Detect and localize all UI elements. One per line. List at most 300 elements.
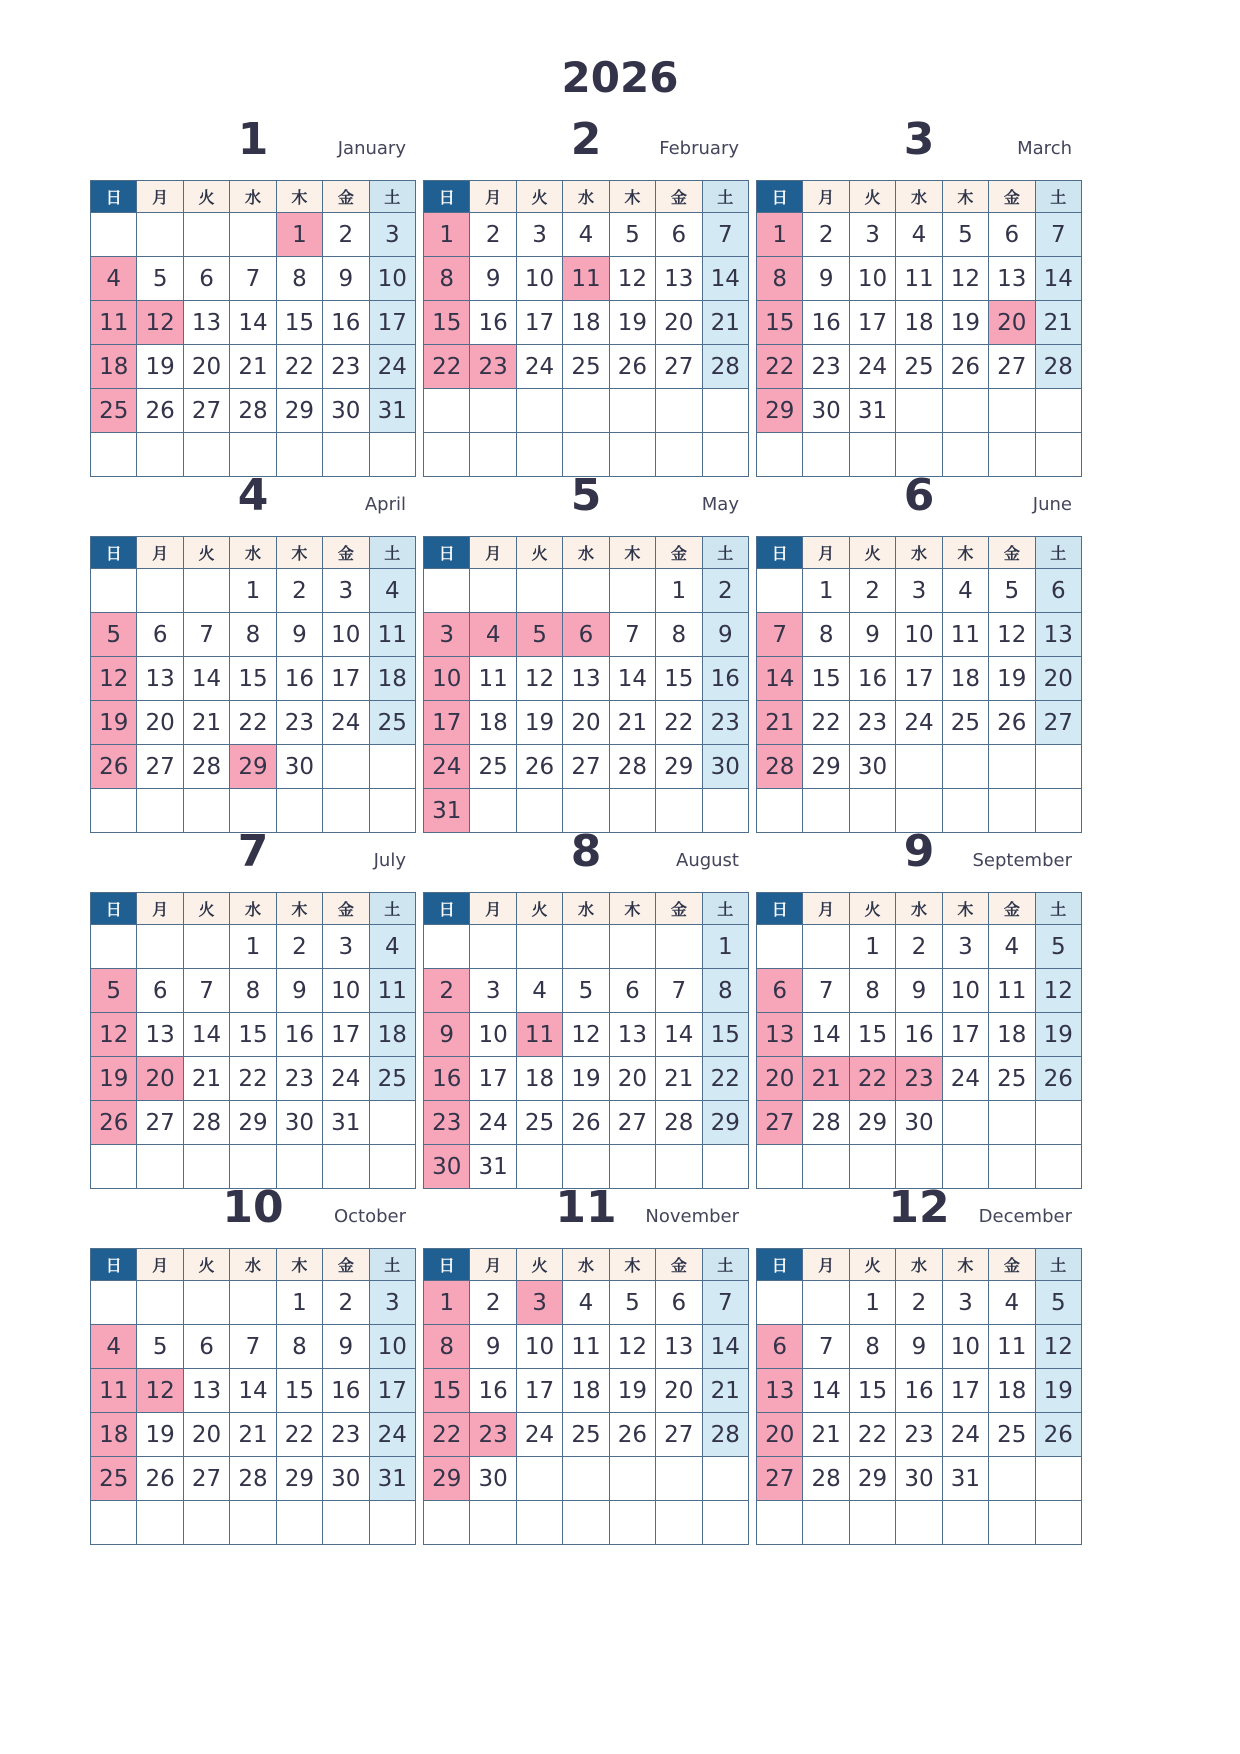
weekday-header-sun: 日 — [757, 1249, 803, 1281]
month-header — [756, 466, 1082, 536]
date-cell: 28 — [757, 745, 803, 789]
date-cell: 12 — [91, 1013, 137, 1057]
weekday-header-sat: 土 — [369, 1249, 415, 1281]
weekday-header-mon: 月 — [470, 893, 516, 925]
empty-cell — [369, 1101, 415, 1145]
date-cell: 7 — [656, 969, 702, 1013]
date-cell: 26 — [516, 745, 562, 789]
date-cell: 22 — [702, 1057, 748, 1101]
holiday-date-cell: 22 — [849, 1057, 895, 1101]
weekday-header-tue: 火 — [183, 893, 229, 925]
empty-cell — [803, 1501, 849, 1545]
date-cell: 10 — [942, 1325, 988, 1369]
weekday-header-thu: 木 — [942, 181, 988, 213]
date-cell: 8 — [702, 969, 748, 1013]
date-cell: 15 — [849, 1013, 895, 1057]
date-cell: 13 — [137, 657, 183, 701]
month-header — [90, 1178, 416, 1248]
date-cell: 20 — [137, 701, 183, 745]
date-cell: 1 — [424, 1281, 470, 1325]
weekday-header-row — [91, 537, 416, 569]
empty-cell — [563, 569, 609, 613]
date-cell: 19 — [1035, 1369, 1081, 1413]
weekday-header-mon: 月 — [137, 893, 183, 925]
empty-cell — [563, 1457, 609, 1501]
date-cell: 28 — [230, 1457, 276, 1501]
month-october — [90, 1178, 416, 1545]
date-cell: 7 — [803, 1325, 849, 1369]
week-row — [91, 569, 416, 613]
month-number: 9 — [903, 826, 935, 877]
empty-cell — [702, 1457, 748, 1501]
date-cell: 22 — [849, 1413, 895, 1457]
empty-cell — [91, 925, 137, 969]
week-row — [757, 969, 1082, 1013]
date-cell: 13 — [989, 257, 1035, 301]
date-cell: 25 — [369, 1057, 415, 1101]
weekday-header-tue: 火 — [516, 1249, 562, 1281]
date-cell: 4 — [91, 1325, 137, 1369]
weekday-header-row — [757, 537, 1082, 569]
weekday-header-row — [424, 893, 749, 925]
date-cell: 20 — [563, 701, 609, 745]
week-row — [91, 969, 416, 1013]
date-cell: 2 — [470, 213, 516, 257]
month-table — [90, 536, 416, 833]
date-cell: 29 — [276, 389, 322, 433]
holiday-date-cell: 11 — [516, 1013, 562, 1057]
weekday-header-mon: 月 — [470, 181, 516, 213]
date-cell: 3 — [849, 213, 895, 257]
date-cell: 7 — [757, 613, 803, 657]
date-cell: 24 — [849, 345, 895, 389]
month-number: 3 — [903, 114, 935, 165]
date-cell: 30 — [276, 745, 322, 789]
empty-cell — [942, 1101, 988, 1145]
date-cell: 20 — [656, 301, 702, 345]
weekday-header-row — [757, 1249, 1082, 1281]
holiday-date-cell: 11 — [563, 257, 609, 301]
weekday-header-wed: 水 — [896, 537, 942, 569]
week-row — [424, 969, 749, 1013]
date-cell: 3 — [942, 1281, 988, 1325]
empty-cell — [989, 1101, 1035, 1145]
date-cell: 1 — [424, 213, 470, 257]
date-cell: 6 — [656, 213, 702, 257]
date-cell: 15 — [230, 1013, 276, 1057]
month-january — [90, 110, 416, 477]
weekday-header-fri: 金 — [323, 537, 369, 569]
date-cell: 4 — [369, 569, 415, 613]
empty-cell — [563, 389, 609, 433]
month-table — [423, 1248, 749, 1545]
week-row — [91, 1457, 416, 1501]
month-august — [423, 822, 749, 1189]
weekday-header-row — [757, 181, 1082, 213]
date-cell: 8 — [276, 257, 322, 301]
week-row — [91, 257, 416, 301]
empty-cell — [91, 213, 137, 257]
date-cell: 5 — [1035, 925, 1081, 969]
week-row — [424, 1013, 749, 1057]
weekday-header-sat: 土 — [1035, 181, 1081, 213]
date-cell: 4 — [942, 569, 988, 613]
weekday-header-sun: 日 — [424, 537, 470, 569]
weekday-header-fri: 金 — [656, 1249, 702, 1281]
date-cell: 14 — [183, 657, 229, 701]
date-cell: 10 — [516, 1325, 562, 1369]
date-cell: 17 — [942, 1369, 988, 1413]
month-header — [423, 110, 749, 180]
week-row — [757, 389, 1082, 433]
date-cell: 29 — [849, 1101, 895, 1145]
date-cell: 17 — [323, 657, 369, 701]
week-row — [757, 1369, 1082, 1413]
date-cell: 16 — [276, 1013, 322, 1057]
date-cell: 14 — [803, 1369, 849, 1413]
empty-cell — [183, 213, 229, 257]
date-cell: 10 — [516, 257, 562, 301]
weekday-header-tue: 火 — [849, 893, 895, 925]
week-row — [757, 1325, 1082, 1369]
date-cell: 27 — [183, 1457, 229, 1501]
date-cell: 16 — [896, 1369, 942, 1413]
empty-cell — [1035, 1101, 1081, 1145]
month-name: March — [1017, 138, 1072, 159]
empty-cell — [183, 925, 229, 969]
date-cell: 17 — [516, 301, 562, 345]
date-cell: 13 — [183, 301, 229, 345]
date-cell: 2 — [896, 1281, 942, 1325]
week-row — [91, 613, 416, 657]
date-cell: 11 — [369, 969, 415, 1013]
date-cell: 31 — [369, 1457, 415, 1501]
date-cell: 5 — [1035, 1281, 1081, 1325]
month-name: June — [1032, 494, 1072, 515]
empty-cell — [137, 213, 183, 257]
date-cell: 11 — [91, 1369, 137, 1413]
date-cell: 30 — [323, 1457, 369, 1501]
date-cell: 11 — [470, 657, 516, 701]
week-row — [424, 1281, 749, 1325]
holiday-date-cell: 3 — [516, 1281, 562, 1325]
weekday-header-wed: 水 — [563, 893, 609, 925]
date-cell: 1 — [803, 569, 849, 613]
empty-cell — [702, 389, 748, 433]
date-cell: 13 — [137, 1013, 183, 1057]
date-cell: 17 — [369, 1369, 415, 1413]
date-cell: 8 — [424, 257, 470, 301]
date-cell: 18 — [942, 657, 988, 701]
weekday-header-sun: 日 — [91, 181, 137, 213]
date-cell: 3 — [323, 925, 369, 969]
empty-cell — [137, 1281, 183, 1325]
date-cell: 18 — [470, 701, 516, 745]
date-cell: 25 — [369, 701, 415, 745]
date-cell: 27 — [757, 1457, 803, 1501]
date-cell: 25 — [91, 1457, 137, 1501]
month-header — [423, 1178, 749, 1248]
weekday-header-tue: 火 — [183, 181, 229, 213]
date-cell: 6 — [183, 1325, 229, 1369]
date-cell: 7 — [702, 213, 748, 257]
date-cell: 4 — [91, 257, 137, 301]
date-cell: 21 — [702, 1369, 748, 1413]
empty-cell — [470, 925, 516, 969]
date-cell: 30 — [849, 745, 895, 789]
empty-cell — [323, 1501, 369, 1545]
empty-cell — [470, 1501, 516, 1545]
week-row — [757, 701, 1082, 745]
date-cell: 20 — [609, 1057, 655, 1101]
week-row — [91, 1325, 416, 1369]
weekday-header-fri: 金 — [323, 1249, 369, 1281]
weekday-header-sun: 日 — [424, 893, 470, 925]
week-row — [91, 213, 416, 257]
date-cell: 16 — [702, 657, 748, 701]
week-row — [424, 1413, 749, 1457]
date-cell: 5 — [609, 1281, 655, 1325]
week-row — [424, 345, 749, 389]
holiday-date-cell: 20 — [137, 1057, 183, 1101]
month-may — [423, 466, 749, 833]
weekday-header-mon: 月 — [137, 537, 183, 569]
month-number: 6 — [903, 470, 935, 521]
date-cell: 18 — [369, 657, 415, 701]
date-cell: 17 — [849, 301, 895, 345]
date-cell: 19 — [516, 701, 562, 745]
date-cell: 4 — [563, 213, 609, 257]
empty-cell — [989, 389, 1035, 433]
date-cell: 14 — [757, 657, 803, 701]
date-cell: 20 — [656, 1369, 702, 1413]
date-cell: 31 — [369, 389, 415, 433]
weekday-header-thu: 木 — [609, 893, 655, 925]
weekday-header-sat: 土 — [702, 893, 748, 925]
date-cell: 26 — [1035, 1057, 1081, 1101]
month-name: September — [972, 850, 1072, 871]
date-cell: 9 — [470, 257, 516, 301]
weekday-header-tue: 火 — [849, 181, 895, 213]
week-row — [757, 657, 1082, 701]
date-cell: 6 — [757, 969, 803, 1013]
month-number: 5 — [570, 470, 602, 521]
date-cell: 13 — [757, 1369, 803, 1413]
date-cell: 18 — [91, 1413, 137, 1457]
weekday-header-sat: 土 — [1035, 537, 1081, 569]
empty-cell — [803, 925, 849, 969]
date-cell: 16 — [323, 301, 369, 345]
empty-cell — [1035, 389, 1081, 433]
date-cell: 22 — [230, 701, 276, 745]
date-cell: 31 — [942, 1457, 988, 1501]
week-row — [91, 1101, 416, 1145]
empty-cell — [516, 1501, 562, 1545]
date-cell: 19 — [91, 701, 137, 745]
date-cell: 6 — [656, 1281, 702, 1325]
date-cell: 28 — [702, 345, 748, 389]
date-cell: 24 — [942, 1057, 988, 1101]
week-row — [757, 1413, 1082, 1457]
month-number: 1 — [237, 114, 269, 165]
date-cell: 30 — [323, 389, 369, 433]
empty-cell — [424, 389, 470, 433]
date-cell: 12 — [609, 1325, 655, 1369]
weekday-header-fri: 金 — [989, 893, 1035, 925]
date-cell: 8 — [757, 257, 803, 301]
date-cell: 12 — [942, 257, 988, 301]
date-cell: 16 — [424, 1057, 470, 1101]
date-cell: 29 — [702, 1101, 748, 1145]
holiday-date-cell: 3 — [424, 613, 470, 657]
date-cell: 9 — [849, 613, 895, 657]
date-cell: 28 — [609, 745, 655, 789]
week-row — [757, 745, 1082, 789]
weekday-header-wed: 水 — [230, 181, 276, 213]
empty-cell — [942, 745, 988, 789]
date-cell: 10 — [942, 969, 988, 1013]
month-number: 12 — [888, 1182, 950, 1233]
weekday-header-tue: 火 — [183, 1249, 229, 1281]
weekday-header-sat: 土 — [702, 181, 748, 213]
date-cell: 20 — [1035, 657, 1081, 701]
date-cell: 20 — [183, 1413, 229, 1457]
date-cell: 14 — [702, 257, 748, 301]
week-row — [91, 389, 416, 433]
date-cell: 29 — [849, 1457, 895, 1501]
date-cell: 16 — [803, 301, 849, 345]
weekday-header-fri: 金 — [656, 181, 702, 213]
week-row — [91, 925, 416, 969]
weekday-header-mon: 月 — [137, 1249, 183, 1281]
date-cell: 19 — [609, 1369, 655, 1413]
month-number: 2 — [570, 114, 602, 165]
weekday-header-thu: 木 — [276, 1249, 322, 1281]
empty-cell — [470, 569, 516, 613]
holiday-date-cell: 20 — [989, 301, 1035, 345]
date-cell: 13 — [563, 657, 609, 701]
date-cell: 2 — [896, 925, 942, 969]
weekday-header-tue: 火 — [516, 181, 562, 213]
date-cell: 2 — [424, 969, 470, 1013]
empty-cell — [137, 925, 183, 969]
date-cell: 3 — [896, 569, 942, 613]
month-header — [756, 1178, 1082, 1248]
week-row — [757, 213, 1082, 257]
weekday-header-tue: 火 — [516, 893, 562, 925]
weekday-header-thu: 木 — [609, 1249, 655, 1281]
date-cell: 12 — [563, 1013, 609, 1057]
date-cell: 2 — [849, 569, 895, 613]
empty-cell — [989, 1457, 1035, 1501]
empty-cell — [896, 745, 942, 789]
date-cell: 27 — [1035, 701, 1081, 745]
date-cell: 21 — [1035, 301, 1081, 345]
empty-cell — [137, 569, 183, 613]
date-cell: 19 — [563, 1057, 609, 1101]
week-row — [424, 657, 749, 701]
empty-cell — [563, 925, 609, 969]
date-cell: 8 — [849, 1325, 895, 1369]
date-cell: 13 — [656, 1325, 702, 1369]
date-cell: 19 — [609, 301, 655, 345]
week-row — [757, 257, 1082, 301]
empty-cell — [942, 389, 988, 433]
date-cell: 1 — [230, 925, 276, 969]
weekday-header-wed: 水 — [896, 893, 942, 925]
weekday-header-row — [91, 181, 416, 213]
weekday-header-fri: 金 — [989, 1249, 1035, 1281]
date-cell: 8 — [230, 613, 276, 657]
holiday-date-cell: 4 — [470, 613, 516, 657]
date-cell: 9 — [323, 1325, 369, 1369]
empty-cell — [989, 745, 1035, 789]
date-cell: 26 — [989, 701, 1035, 745]
weekday-header-thu: 木 — [276, 537, 322, 569]
date-cell: 11 — [989, 969, 1035, 1013]
date-cell: 7 — [230, 1325, 276, 1369]
date-cell: 24 — [323, 701, 369, 745]
month-table — [756, 536, 1082, 833]
month-number: 8 — [570, 826, 602, 877]
date-cell: 15 — [803, 657, 849, 701]
month-header — [90, 466, 416, 536]
date-cell: 5 — [942, 213, 988, 257]
date-cell: 27 — [656, 1413, 702, 1457]
date-cell: 18 — [369, 1013, 415, 1057]
date-cell: 27 — [183, 389, 229, 433]
holiday-date-cell: 6 — [563, 613, 609, 657]
month-header — [756, 110, 1082, 180]
empty-cell — [989, 1501, 1035, 1545]
date-cell: 26 — [137, 389, 183, 433]
week-row — [91, 1281, 416, 1325]
date-cell: 28 — [803, 1101, 849, 1145]
date-cell: 17 — [470, 1057, 516, 1101]
date-cell: 23 — [276, 701, 322, 745]
date-cell: 5 — [91, 613, 137, 657]
date-cell: 25 — [896, 345, 942, 389]
empty-cell — [609, 1501, 655, 1545]
date-cell: 16 — [849, 657, 895, 701]
empty-cell — [942, 1501, 988, 1545]
month-name: January — [337, 138, 406, 159]
date-cell: 25 — [563, 1413, 609, 1457]
weekday-header-sun: 日 — [757, 537, 803, 569]
date-cell: 23 — [323, 345, 369, 389]
week-row — [757, 569, 1082, 613]
weekday-header-mon: 月 — [470, 537, 516, 569]
week-row — [424, 613, 749, 657]
weekday-header-row — [424, 181, 749, 213]
weekday-header-fri: 金 — [656, 537, 702, 569]
date-cell: 25 — [563, 345, 609, 389]
date-cell: 11 — [989, 1325, 1035, 1369]
date-cell: 10 — [323, 969, 369, 1013]
month-header — [756, 822, 1082, 892]
week-row — [424, 1325, 749, 1369]
empty-cell — [369, 1501, 415, 1545]
empty-cell — [516, 569, 562, 613]
weekday-header-sat: 土 — [369, 893, 415, 925]
date-cell: 17 — [896, 657, 942, 701]
date-cell: 14 — [183, 1013, 229, 1057]
holiday-date-cell: 12 — [137, 1369, 183, 1413]
empty-cell — [757, 1281, 803, 1325]
weekday-header-row — [91, 1249, 416, 1281]
date-cell: 1 — [656, 569, 702, 613]
date-cell: 17 — [369, 301, 415, 345]
